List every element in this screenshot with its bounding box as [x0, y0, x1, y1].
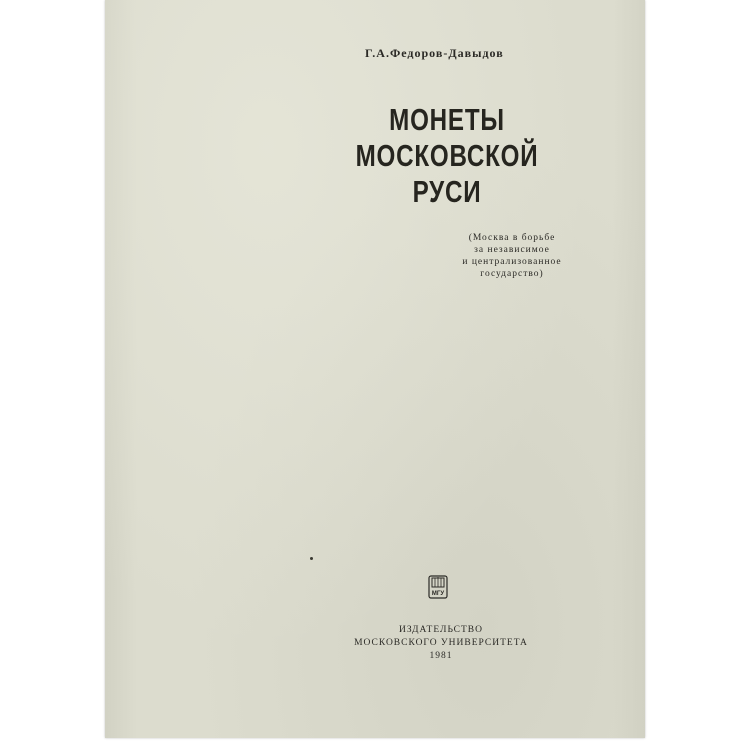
title-line: РУСИ	[412, 174, 482, 209]
publisher-line: МОСКОВСКОГО УНИВЕРСИТЕТА	[354, 638, 528, 648]
logo-label: МГУ	[431, 591, 445, 597]
subtitle-line: и централизованное	[462, 257, 562, 267]
title-line: МОНЕТЫ	[389, 102, 505, 137]
book-subtitle	[432, 232, 592, 280]
title-line: МОСКОВСКОЙ	[355, 138, 539, 173]
subtitle-line: (Москва в борьбе	[468, 233, 556, 243]
publication-year: 1981	[429, 651, 453, 661]
book-title	[330, 102, 564, 210]
publisher-line: ИЗДАТЕЛЬСТВО	[398, 625, 484, 635]
subtitle-line: государство)	[480, 269, 544, 279]
paper-speck	[310, 557, 313, 560]
subtitle-line: за независимое	[474, 245, 550, 255]
mgu-logo-icon	[428, 575, 448, 599]
publisher-block	[352, 624, 530, 663]
author-name: Г.А.Федоров-Давыдов	[365, 46, 504, 60]
